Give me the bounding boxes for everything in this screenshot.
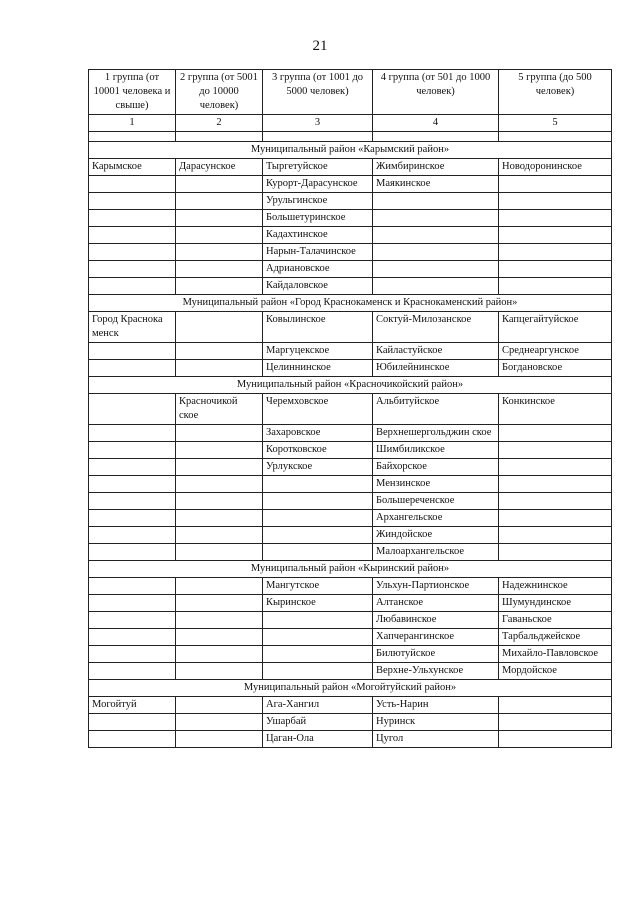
settlement-cell: Богдановское	[499, 360, 612, 377]
settlement-cell: Маргуцекское	[263, 343, 373, 360]
empty-cell	[499, 697, 612, 714]
column-number: 1	[89, 115, 176, 132]
empty-cell	[89, 261, 176, 278]
empty-cell	[176, 244, 263, 261]
empty-cell	[89, 442, 176, 459]
empty-cell	[263, 476, 373, 493]
settlement-cell: Цаган-Ола	[263, 731, 373, 748]
table-row	[89, 343, 612, 360]
settlement-cell: Целиннинское	[263, 360, 373, 377]
empty-cell	[176, 360, 263, 377]
settlement-cell: Цугол	[373, 731, 499, 748]
settlement-cell: Кайдаловское	[263, 278, 373, 295]
empty-cell	[89, 544, 176, 561]
settlement-cell: Большетуринское	[263, 210, 373, 227]
section-title-row	[89, 295, 612, 312]
settlement-cell: Большереченское	[373, 493, 499, 510]
empty-cell	[89, 527, 176, 544]
empty-cell	[499, 132, 612, 142]
empty-cell	[89, 394, 176, 425]
settlement-cell: Кадахтинское	[263, 227, 373, 244]
table-row	[89, 459, 612, 476]
section-title: Муниципальный район «Карымский район»	[89, 142, 612, 159]
settlement-cell: Мензинское	[373, 476, 499, 493]
empty-cell	[176, 425, 263, 442]
municipalities-table	[88, 69, 612, 748]
table-row	[89, 731, 612, 748]
empty-cell	[89, 193, 176, 210]
settlement-cell: Курорт-Дарасунское	[263, 176, 373, 193]
settlement-cell: Жимбиринское	[373, 159, 499, 176]
empty-cell	[89, 360, 176, 377]
empty-cell	[499, 493, 612, 510]
settlement-cell: Урульгинское	[263, 193, 373, 210]
empty-cell	[499, 244, 612, 261]
empty-cell	[499, 527, 612, 544]
empty-cell	[499, 193, 612, 210]
table-row	[89, 244, 612, 261]
empty-cell	[89, 595, 176, 612]
settlement-cell: Новодоронинское	[499, 159, 612, 176]
empty-cell	[89, 343, 176, 360]
table-row	[89, 442, 612, 459]
empty-cell	[176, 731, 263, 748]
empty-cell	[499, 425, 612, 442]
empty-cell	[499, 731, 612, 748]
empty-cell	[89, 578, 176, 595]
table-row	[89, 663, 612, 680]
empty-cell	[263, 510, 373, 527]
table-row	[89, 544, 612, 561]
empty-cell	[89, 459, 176, 476]
empty-cell	[89, 132, 176, 142]
settlement-cell: Ульхун-Партионское	[373, 578, 499, 595]
settlement-cell: Черемховское	[263, 394, 373, 425]
empty-cell	[176, 544, 263, 561]
empty-cell	[89, 714, 176, 731]
empty-cell	[499, 210, 612, 227]
section-title: Муниципальный район «Кыринский район»	[89, 561, 612, 578]
settlement-cell: Алтанское	[373, 595, 499, 612]
header-group-5: 5 группа (до 500 человек)	[499, 70, 612, 115]
section-title: Муниципальный район «Город Краснокаменск и Краснокаменский район»	[89, 295, 612, 312]
empty-cell	[89, 425, 176, 442]
settlement-cell: Тыргетуйское	[263, 159, 373, 176]
settlement-cell: Шумундинское	[499, 595, 612, 612]
empty-cell	[373, 132, 499, 142]
settlement-cell: Коротковское	[263, 442, 373, 459]
settlement-cell: Урлукское	[263, 459, 373, 476]
settlement-cell: Архангельское	[373, 510, 499, 527]
table-row	[89, 595, 612, 612]
empty-cell	[89, 731, 176, 748]
settlement-cell: Ковылинское	[263, 312, 373, 343]
empty-cell	[89, 476, 176, 493]
table-row	[89, 612, 612, 629]
settlement-cell: Захаровское	[263, 425, 373, 442]
table-row	[89, 629, 612, 646]
section-title-row	[89, 561, 612, 578]
settlement-cell: Нуринск	[373, 714, 499, 731]
settlement-cell: Могойтуй	[89, 697, 176, 714]
column-number-row	[89, 115, 612, 132]
empty-cell	[176, 227, 263, 244]
table-row	[89, 193, 612, 210]
settlement-cell: Капцегайтуйское	[499, 312, 612, 343]
empty-cell	[373, 244, 499, 261]
table-row	[89, 360, 612, 377]
table-row	[89, 425, 612, 442]
empty-cell	[176, 629, 263, 646]
empty-cell	[176, 714, 263, 731]
settlement-cell: Надежнинское	[499, 578, 612, 595]
empty-cell	[499, 278, 612, 295]
header-group-1: 1 группа (от 10001 человека и свыше)	[89, 70, 176, 115]
empty-cell	[176, 312, 263, 343]
empty-cell	[89, 244, 176, 261]
column-number: 3	[263, 115, 373, 132]
settlement-cell: Ага-Хангил	[263, 697, 373, 714]
section-title-row	[89, 377, 612, 394]
settlement-cell: Михайло-Павловское	[499, 646, 612, 663]
empty-cell	[263, 527, 373, 544]
table-row	[89, 476, 612, 493]
header-group-4: 4 группа (от 501 до 1000 человек)	[373, 70, 499, 115]
settlement-cell: Шимбиликское	[373, 442, 499, 459]
empty-cell	[89, 278, 176, 295]
empty-cell	[499, 714, 612, 731]
column-number: 4	[373, 115, 499, 132]
settlement-cell: Кайластуйское	[373, 343, 499, 360]
settlement-cell: Ушарбай	[263, 714, 373, 731]
settlement-cell: Город Краснока менск	[89, 312, 176, 343]
settlement-cell: Мордойское	[499, 663, 612, 680]
settlement-cell: Верхне-Ульхунское	[373, 663, 499, 680]
table-row	[89, 159, 612, 176]
settlement-cell: Верхнешергольджин ское	[373, 425, 499, 442]
empty-cell	[89, 663, 176, 680]
empty-cell	[373, 261, 499, 278]
settlement-cell: Мангутское	[263, 578, 373, 595]
column-number: 5	[499, 115, 612, 132]
settlement-cell: Хапчерангинское	[373, 629, 499, 646]
empty-cell	[176, 646, 263, 663]
settlement-cell: Соктуй-Милозанское	[373, 312, 499, 343]
table-row	[89, 176, 612, 193]
header-row	[89, 70, 612, 115]
settlement-cell: Альбитуйское	[373, 394, 499, 425]
empty-cell	[176, 493, 263, 510]
settlement-cell: Байхорское	[373, 459, 499, 476]
section-title: Муниципальный район «Могойтуйский район»	[89, 680, 612, 697]
table-row	[89, 646, 612, 663]
spacer-row	[89, 132, 612, 142]
empty-cell	[176, 476, 263, 493]
empty-cell	[499, 476, 612, 493]
empty-cell	[89, 210, 176, 227]
empty-cell	[176, 612, 263, 629]
table-row	[89, 261, 612, 278]
settlement-cell: Красночикой ское	[176, 394, 263, 425]
empty-cell	[263, 493, 373, 510]
settlement-cell: Усть-Нарин	[373, 697, 499, 714]
empty-cell	[499, 459, 612, 476]
settlement-cell: Маякинское	[373, 176, 499, 193]
empty-cell	[373, 278, 499, 295]
empty-cell	[176, 261, 263, 278]
empty-cell	[263, 612, 373, 629]
empty-cell	[263, 132, 373, 142]
empty-cell	[89, 227, 176, 244]
settlement-cell: Жиндойское	[373, 527, 499, 544]
column-number: 2	[176, 115, 263, 132]
table-row	[89, 510, 612, 527]
empty-cell	[89, 493, 176, 510]
settlement-cell: Нарын-Талачинское	[263, 244, 373, 261]
empty-cell	[499, 176, 612, 193]
empty-cell	[499, 510, 612, 527]
settlement-cell: Кыринское	[263, 595, 373, 612]
page-number: 21	[312, 38, 328, 54]
table-row	[89, 394, 612, 425]
empty-cell	[89, 612, 176, 629]
empty-cell	[263, 629, 373, 646]
empty-cell	[176, 193, 263, 210]
empty-cell	[176, 210, 263, 227]
section-title-row	[89, 680, 612, 697]
section-title: Муниципальный район «Красночикойский район»	[89, 377, 612, 394]
empty-cell	[89, 510, 176, 527]
settlement-cell: Карымское	[89, 159, 176, 176]
empty-cell	[176, 595, 263, 612]
settlement-cell: Малоархангельское	[373, 544, 499, 561]
empty-cell	[499, 261, 612, 278]
empty-cell	[176, 176, 263, 193]
settlement-cell: Гаваньское	[499, 612, 612, 629]
settlement-cell: Конкинское	[499, 394, 612, 425]
empty-cell	[499, 442, 612, 459]
table-row	[89, 278, 612, 295]
settlement-cell: Адриановское	[263, 261, 373, 278]
table-row	[89, 714, 612, 731]
empty-cell	[89, 629, 176, 646]
empty-cell	[176, 578, 263, 595]
empty-cell	[176, 697, 263, 714]
empty-cell	[176, 663, 263, 680]
settlement-cell: Тарбальджейское	[499, 629, 612, 646]
empty-cell	[263, 544, 373, 561]
table-row	[89, 312, 612, 343]
empty-cell	[176, 510, 263, 527]
settlement-cell: Любавинское	[373, 612, 499, 629]
table-row	[89, 227, 612, 244]
header-group-2: 2 группа (от 5001 до 10000 человек)	[176, 70, 263, 115]
empty-cell	[499, 544, 612, 561]
table-row	[89, 697, 612, 714]
empty-cell	[176, 442, 263, 459]
empty-cell	[373, 227, 499, 244]
empty-cell	[373, 210, 499, 227]
settlement-cell: Юбилейнинское	[373, 360, 499, 377]
header-group-3: 3 группа (от 1001 до 5000 человек)	[263, 70, 373, 115]
empty-cell	[263, 646, 373, 663]
empty-cell	[176, 459, 263, 476]
settlement-cell: Среднеаргунское	[499, 343, 612, 360]
empty-cell	[263, 663, 373, 680]
section-title-row	[89, 142, 612, 159]
empty-cell	[176, 278, 263, 295]
settlement-cell: Билютуйское	[373, 646, 499, 663]
empty-cell	[176, 343, 263, 360]
empty-cell	[499, 227, 612, 244]
settlement-cell: Дарасунское	[176, 159, 263, 176]
empty-cell	[89, 176, 176, 193]
table-row	[89, 578, 612, 595]
empty-cell	[373, 193, 499, 210]
table-row	[89, 527, 612, 544]
empty-cell	[176, 527, 263, 544]
empty-cell	[176, 132, 263, 142]
table-row	[89, 210, 612, 227]
table-row	[89, 493, 612, 510]
empty-cell	[89, 646, 176, 663]
